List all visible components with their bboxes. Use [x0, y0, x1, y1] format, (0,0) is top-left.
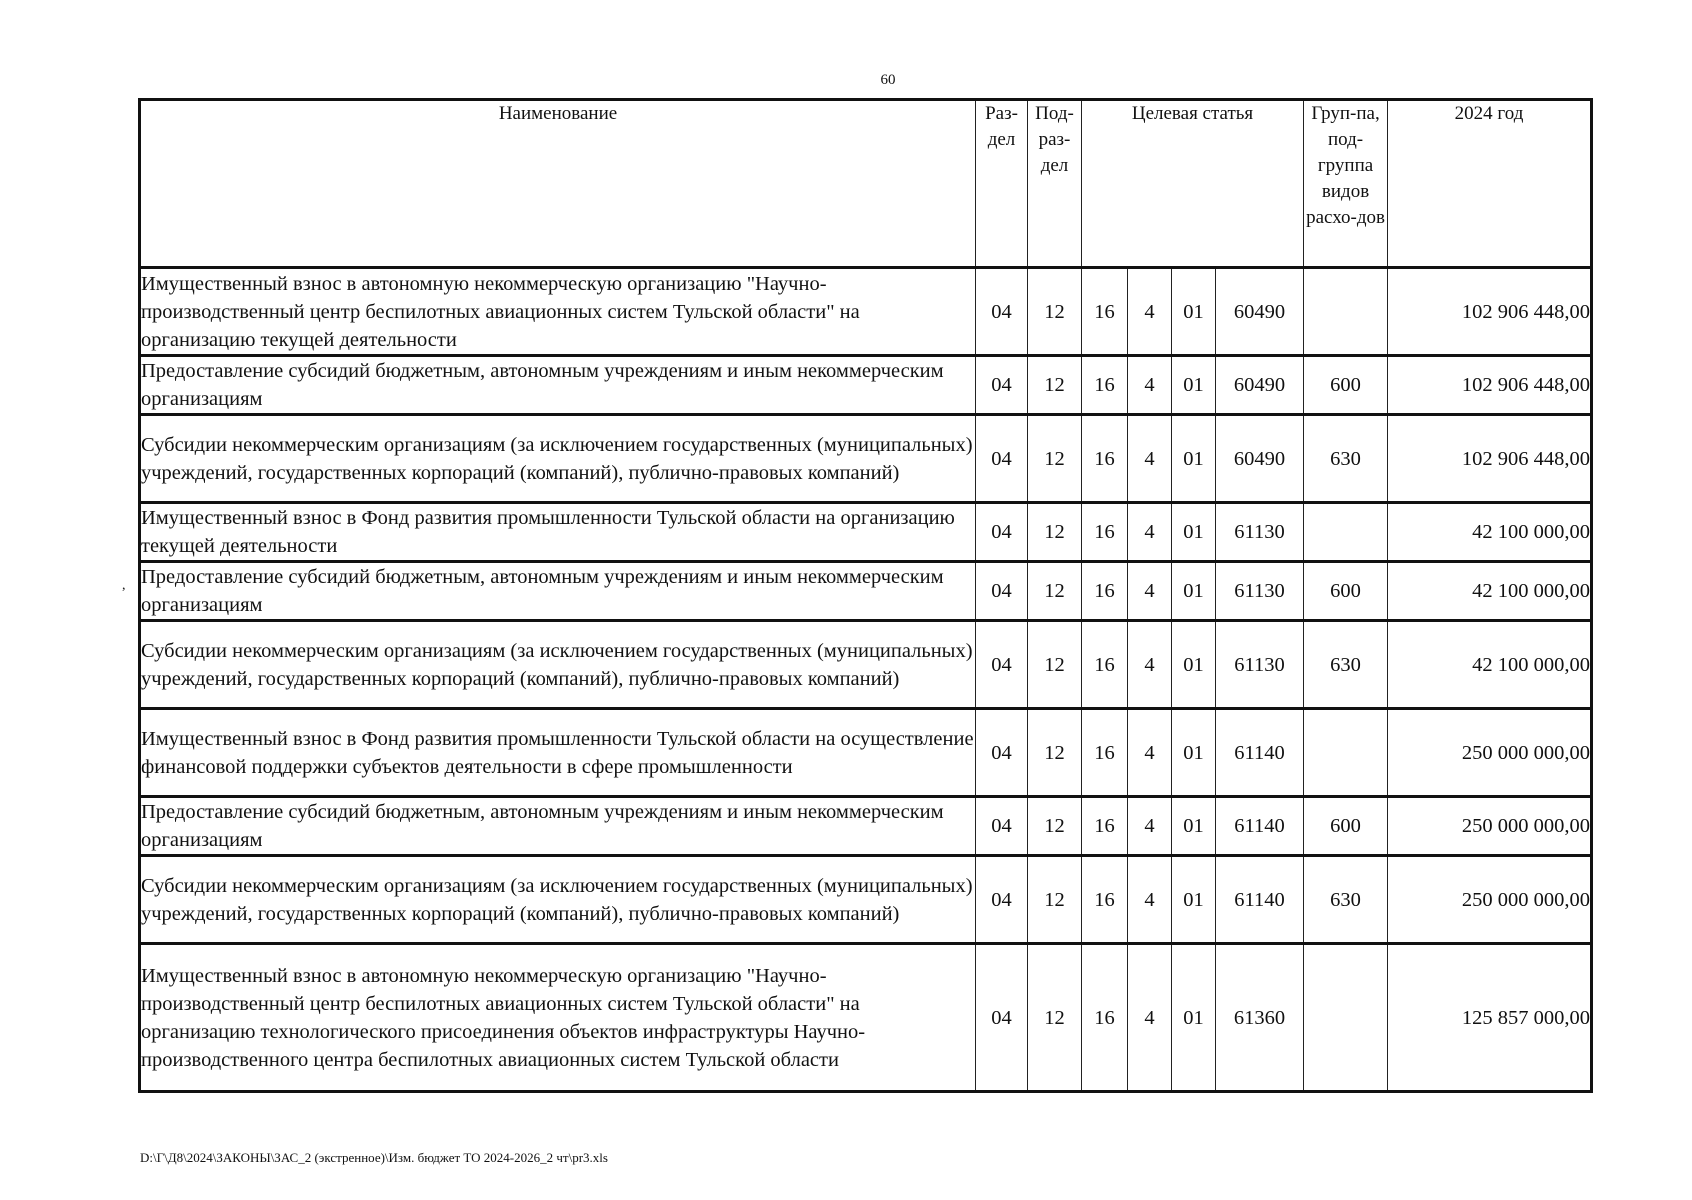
row-name: Предоставление субсидий бюджетным, автономным учреждениям и иным некоммерческим организациям: [140, 562, 976, 621]
row-razdel: 04: [976, 621, 1028, 709]
row-cs4: 61140: [1216, 797, 1304, 856]
row-group: [1304, 503, 1388, 562]
row-cs1: 16: [1082, 356, 1128, 415]
row-cs3: 01: [1172, 356, 1216, 415]
row-name: Имущественный взнос в Фонд развития промышленности Тульской области на осуществление финансовой поддержки субъектов деятельности в сфере промышленности: [140, 709, 976, 797]
row-cs4: 61360: [1216, 944, 1304, 1092]
row-cs4: 60490: [1216, 268, 1304, 356]
table-row: [140, 415, 1592, 503]
table-row: [140, 356, 1592, 415]
row-cs1: 16: [1082, 503, 1128, 562]
row-name: Субсидии некоммерческим организациям (за исключением государственных (муниципальных) учреждений, государственных корпораций (компаний), публично-правовых компаний): [140, 621, 976, 709]
row-name: Предоставление субсидий бюджетным, автономным учреждениям и иным некоммерческим организациям: [140, 797, 976, 856]
row-cs4: 61130: [1216, 562, 1304, 621]
row-cs2: 4: [1128, 562, 1172, 621]
header-name: Наименование: [140, 100, 976, 268]
row-cs3: 01: [1172, 944, 1216, 1092]
row-cs4: 60490: [1216, 415, 1304, 503]
row-cs1: 16: [1082, 621, 1128, 709]
row-cs4: 61130: [1216, 621, 1304, 709]
row-group: [1304, 709, 1388, 797]
page-number: 60: [880, 72, 896, 88]
row-cs3: 01: [1172, 709, 1216, 797]
row-razdel: 04: [976, 268, 1028, 356]
row-group: [1304, 268, 1388, 356]
row-amount: 102 906 448,00: [1388, 356, 1592, 415]
row-amount: 102 906 448,00: [1388, 415, 1592, 503]
row-cs2: 4: [1128, 268, 1172, 356]
row-cs3: 01: [1172, 562, 1216, 621]
row-razdel: 04: [976, 797, 1028, 856]
row-cs4: 61130: [1216, 503, 1304, 562]
row-amount: 250 000 000,00: [1388, 709, 1592, 797]
row-cs2: 4: [1128, 503, 1172, 562]
table-body: [140, 268, 1592, 1092]
row-cs1: 16: [1082, 415, 1128, 503]
row-podrazdel: 12: [1028, 268, 1082, 356]
row-amount: 42 100 000,00: [1388, 503, 1592, 562]
table-row: [140, 944, 1592, 1092]
table-row: [140, 621, 1592, 709]
row-cs1: 16: [1082, 268, 1128, 356]
row-group: 630: [1304, 415, 1388, 503]
row-cs1: 16: [1082, 709, 1128, 797]
row-name: Предоставление субсидий бюджетным, автономным учреждениям и иным некоммерческим организациям: [140, 356, 976, 415]
row-podrazdel: 12: [1028, 621, 1082, 709]
budget-table: [138, 98, 1593, 1093]
row-name: Имущественный взнос в автономную некоммерческую организацию "Научно-производственный центр беспилотных авиационных систем Тульской области" на организацию технологического присоединения объектов инфраструктуры Научно-производственного центра беспилотных авиационных систем Тульской области: [140, 944, 976, 1092]
row-cs2: 4: [1128, 621, 1172, 709]
row-cs2: 4: [1128, 415, 1172, 503]
row-name: Имущественный взнос в автономную некоммерческую организацию "Научно-производственный центр беспилотных авиационных систем Тульской области" на организацию текущей деятельности: [140, 268, 976, 356]
row-amount: 125 857 000,00: [1388, 944, 1592, 1092]
header-section: Раз-дел: [976, 100, 1028, 268]
row-cs1: 16: [1082, 797, 1128, 856]
row-cs1: 16: [1082, 856, 1128, 944]
table-row: [140, 503, 1592, 562]
row-group: 600: [1304, 562, 1388, 621]
row-razdel: 04: [976, 356, 1028, 415]
row-cs4: 61140: [1216, 856, 1304, 944]
table-row: [140, 268, 1592, 356]
row-group: 630: [1304, 621, 1388, 709]
row-podrazdel: 12: [1028, 562, 1082, 621]
table-row: [140, 797, 1592, 856]
row-cs3: 01: [1172, 268, 1216, 356]
file-path-footer: D:\Г\Д8\2024\ЗАКОНЫ\ЗАС_2 (экстренное)\Изм. бюджет ТО 2024-2026_2 чт\pr3.xls: [140, 1150, 608, 1165]
row-cs1: 16: [1082, 944, 1128, 1092]
row-podrazdel: 12: [1028, 503, 1082, 562]
row-razdel: 04: [976, 944, 1028, 1092]
row-razdel: 04: [976, 856, 1028, 944]
row-group: 600: [1304, 797, 1388, 856]
row-cs3: 01: [1172, 621, 1216, 709]
header-subsection: Под-раз-дел: [1028, 100, 1082, 268]
row-podrazdel: 12: [1028, 415, 1082, 503]
row-cs1: 16: [1082, 562, 1128, 621]
row-name: Имущественный взнос в Фонд развития промышленности Тульской области на организацию текущей деятельности: [140, 503, 976, 562]
row-cs2: 4: [1128, 856, 1172, 944]
row-podrazdel: 12: [1028, 797, 1082, 856]
row-amount: 42 100 000,00: [1388, 562, 1592, 621]
row-cs2: 4: [1128, 944, 1172, 1092]
margin-mark: ,: [122, 578, 126, 593]
row-razdel: 04: [976, 709, 1028, 797]
header-target-article: Целевая статья: [1082, 100, 1304, 268]
row-cs2: 4: [1128, 797, 1172, 856]
header-expense-group: Груп-па, под-группа видов расхо-дов: [1304, 100, 1388, 268]
row-razdel: 04: [976, 415, 1028, 503]
row-amount: 42 100 000,00: [1388, 621, 1592, 709]
row-cs2: 4: [1128, 356, 1172, 415]
row-cs3: 01: [1172, 797, 1216, 856]
row-podrazdel: 12: [1028, 356, 1082, 415]
table-row: [140, 709, 1592, 797]
row-name: Субсидии некоммерческим организациям (за исключением государственных (муниципальных) учреждений, государственных корпораций (компаний), публично-правовых компаний): [140, 856, 976, 944]
row-razdel: 04: [976, 503, 1028, 562]
row-cs2: 4: [1128, 709, 1172, 797]
row-amount: 250 000 000,00: [1388, 797, 1592, 856]
row-razdel: 04: [976, 562, 1028, 621]
row-podrazdel: 12: [1028, 944, 1082, 1092]
row-group: [1304, 944, 1388, 1092]
row-cs4: 61140: [1216, 709, 1304, 797]
row-podrazdel: 12: [1028, 709, 1082, 797]
row-group: 630: [1304, 856, 1388, 944]
row-cs3: 01: [1172, 503, 1216, 562]
row-podrazdel: 12: [1028, 856, 1082, 944]
row-cs3: 01: [1172, 856, 1216, 944]
table-row: [140, 856, 1592, 944]
row-amount: 102 906 448,00: [1388, 268, 1592, 356]
table-row: [140, 562, 1592, 621]
row-name: Субсидии некоммерческим организациям (за исключением государственных (муниципальных) учреждений, государственных корпораций (компаний), публично-правовых компаний): [140, 415, 976, 503]
row-cs3: 01: [1172, 415, 1216, 503]
row-amount: 250 000 000,00: [1388, 856, 1592, 944]
row-cs4: 60490: [1216, 356, 1304, 415]
header-year: 2024 год: [1388, 100, 1592, 268]
row-group: 600: [1304, 356, 1388, 415]
